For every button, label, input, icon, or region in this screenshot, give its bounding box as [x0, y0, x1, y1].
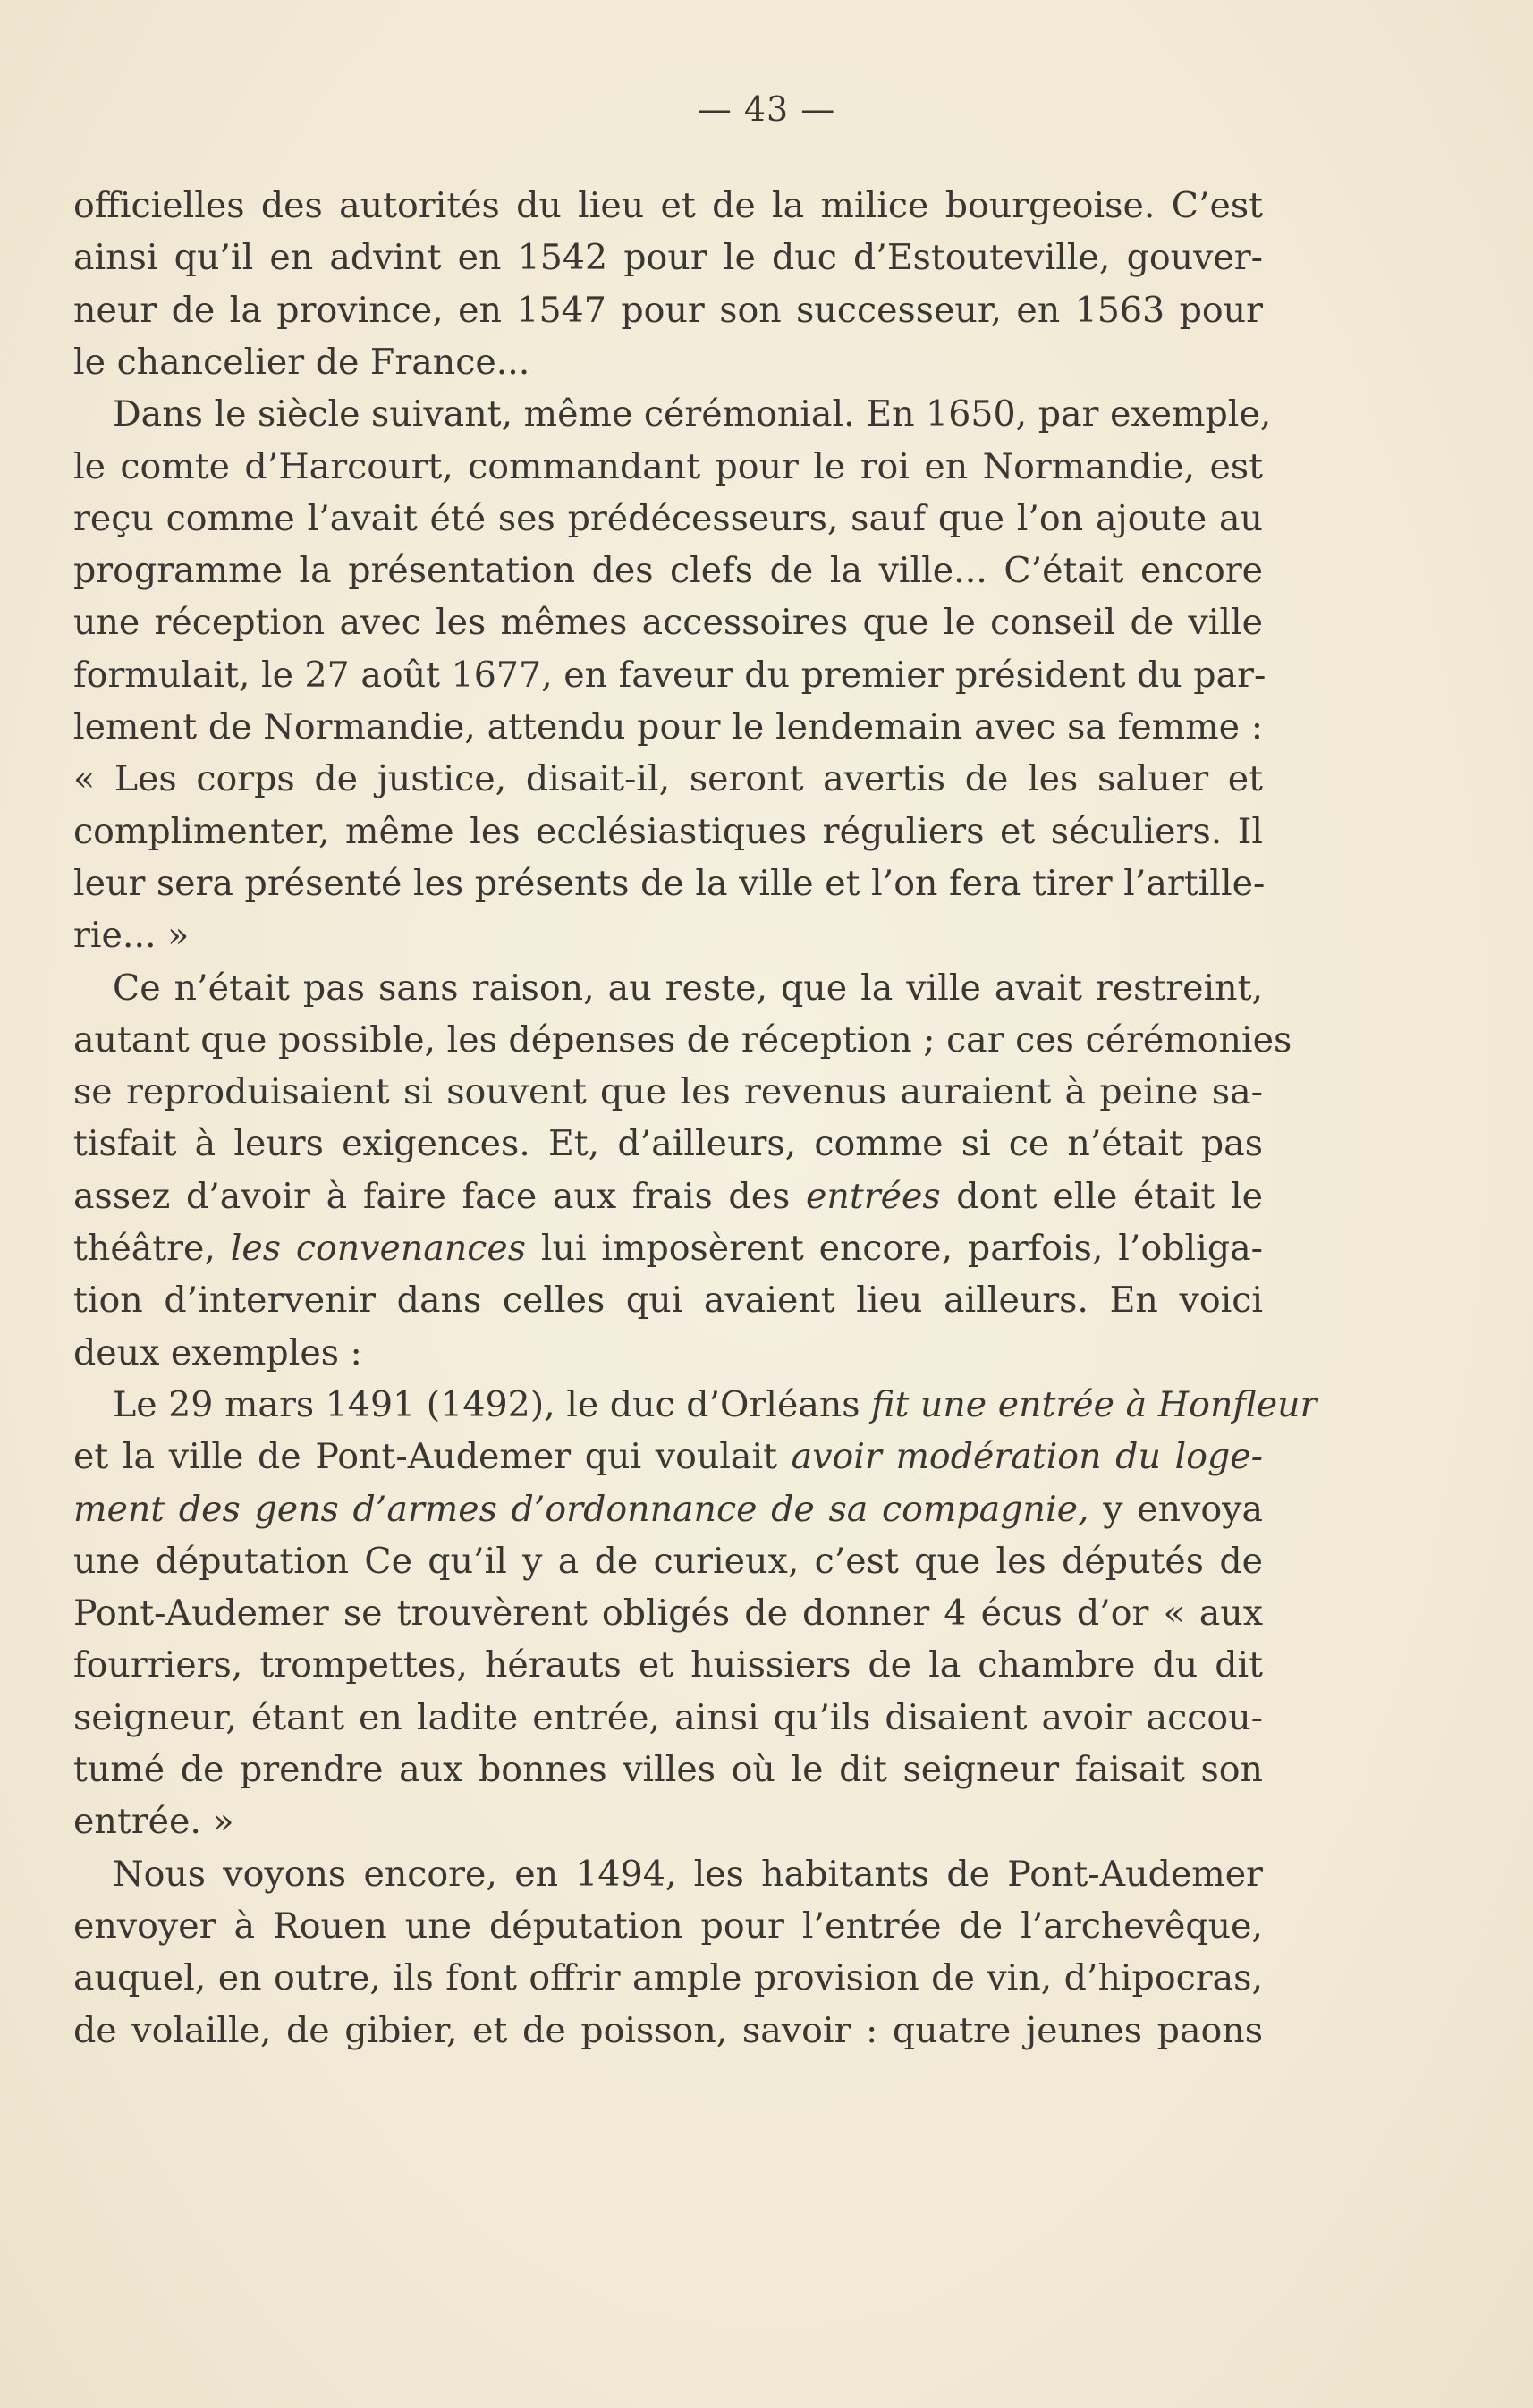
text-line [73, 1015, 1292, 1065]
text-segment: complimenter, même les ecclésiastiques réguliers et séculiers. Il [73, 810, 1263, 852]
text-line [73, 494, 1263, 544]
text-line [73, 337, 1263, 387]
text-segment: officielles des autorités du lieu et de la milice bourgeoise. C’est [73, 185, 1263, 226]
italic-text: les convenances [230, 1228, 527, 1269]
text-line [73, 1223, 1263, 1273]
page-number: — 43 — [697, 89, 836, 129]
text-line [73, 1640, 1263, 1690]
text-line [73, 285, 1263, 335]
text-segment: lui imposèrent encore, parfois, l’obliga- [526, 1228, 1263, 1269]
text-line [73, 1796, 1263, 1846]
text-line [73, 858, 1266, 908]
text-line [73, 1432, 1263, 1482]
text-line [113, 1380, 1317, 1430]
text-line [73, 650, 1266, 700]
text-segment: seigneur, étant en ladite entrée, ainsi qu’ils disaient avoir accou- [73, 1696, 1263, 1738]
text-segment: le comte d’Harcourt, commandant pour le roi en Normandie, est [73, 445, 1263, 487]
text-segment: formulait, le 27 août 1677, en faveur du premier président du par- [73, 654, 1266, 696]
text-segment: auquel, en outre, ils font offrir ample provision de vin, d’hipocras, [73, 1957, 1263, 1999]
text-line [73, 1171, 1263, 1221]
text-segment: fourriers, trompettes, hérauts et huissiers de la chambre du dit [73, 1644, 1263, 1686]
text-line [73, 232, 1263, 283]
text-segment: et la ville de Pont-Audemer qui voulait [73, 1436, 792, 1478]
text-segment: une réception avec les mêmes accessoires que le conseil de ville [73, 602, 1263, 644]
text-segment: ainsi qu’il en advint en 1542 pour le duc d’Estouteville, gouver- [73, 237, 1263, 279]
text-line [73, 1693, 1263, 1743]
text-segment: reçu comme l’avait été ses prédécesseurs, sauf que l’on ajoute au [73, 497, 1263, 539]
text-segment: se reproduisaient si souvent que les revenus auraient à peine sa- [73, 1071, 1263, 1113]
text-segment: programme la présentation des clefs de la ville... C’était encore [73, 550, 1263, 592]
text-line [73, 1119, 1263, 1169]
italic-text: avoir modération du loge- [791, 1436, 1263, 1478]
text-line [113, 1849, 1263, 1899]
italic-text: ment des gens d’armes d’ordonnance de sa compagnie, [73, 1488, 1089, 1530]
text-line [113, 389, 1272, 439]
text-line [73, 181, 1263, 231]
text-segment: Le 29 mars 1491 (1492), le duc d’Orléans [113, 1383, 872, 1425]
text-segment: envoyer à Rouen une députation pour l’entrée de l’archevêque, [73, 1905, 1263, 1947]
text-segment: Dans le siècle suivant, même cérémonial. En 1650, par exemple, [113, 393, 1272, 435]
text-segment: assez d’avoir à faire face aux frais des [73, 1175, 807, 1217]
text-segment: autant que possible, les dépenses de réception ; car ces cérémonies [73, 1018, 1292, 1060]
text-line [73, 807, 1263, 857]
text-segment: Pont-Audemer se trouvèrent obligés de donner 4 écus d’or « aux [73, 1593, 1263, 1635]
text-line [73, 1745, 1263, 1795]
text-line [73, 1536, 1263, 1586]
text-line [73, 910, 1263, 960]
text-segment: y envoya [1088, 1488, 1263, 1530]
italic-text: entrées [806, 1175, 941, 1217]
text-segment: deux exemples : [73, 1331, 362, 1373]
text-segment: Ce n’était pas sans raison, au reste, que la ville avait restreint, [113, 967, 1263, 1009]
text-segment: théâtre, [73, 1228, 231, 1269]
text-line [73, 442, 1263, 492]
italic-text: fit une entrée à Honfleur [871, 1383, 1317, 1425]
text-segment: Nous voyons encore, en 1494, les habitants de Pont-Audemer [113, 1853, 1263, 1895]
text-segment: une députation Ce qu’il y a de curieux, c’est que les députés de [73, 1540, 1263, 1582]
text-segment: tion d’intervenir dans celles qui avaient lieu ailleurs. En voici [73, 1280, 1263, 1322]
text-line [73, 1588, 1263, 1638]
text-segment: entrée. » [73, 1801, 234, 1843]
text-line [73, 2006, 1263, 2056]
text-line [73, 702, 1263, 752]
text-line [73, 1953, 1263, 2003]
text-segment: tisfait à leurs exigences. Et, d’ailleurs, comme si ce n’était pas [73, 1123, 1263, 1165]
text-line [73, 1328, 1263, 1378]
text-line [73, 1067, 1263, 1117]
text-segment: neur de la province, en 1547 pour son successeur, en 1563 pour [73, 289, 1263, 331]
text-segment: leur sera présenté les présents de la ville et l’on fera tirer l’artille- [73, 862, 1266, 904]
text-line [73, 545, 1263, 596]
text-line [73, 754, 1263, 804]
text-line [73, 1275, 1263, 1325]
text-line [73, 597, 1263, 647]
text-segment: tumé de prendre aux bonnes villes où le dit seigneur faisait son [73, 1749, 1263, 1790]
text-segment: dont elle était le [940, 1175, 1263, 1217]
text-line [73, 1901, 1263, 1951]
text-line [113, 963, 1263, 1013]
text-segment: de volaille, de gibier, et de poisson, savoir : quatre jeunes paons [73, 2009, 1263, 2051]
text-segment: lement de Normandie, attendu pour le lendemain avec sa femme : [73, 706, 1263, 748]
text-segment: « Les corps de justice, disait-il, seront avertis de les saluer et [73, 758, 1263, 800]
text-line [73, 1484, 1263, 1534]
text-segment: rie... » [73, 915, 190, 957]
text-segment: le chancelier de France... [73, 341, 530, 383]
